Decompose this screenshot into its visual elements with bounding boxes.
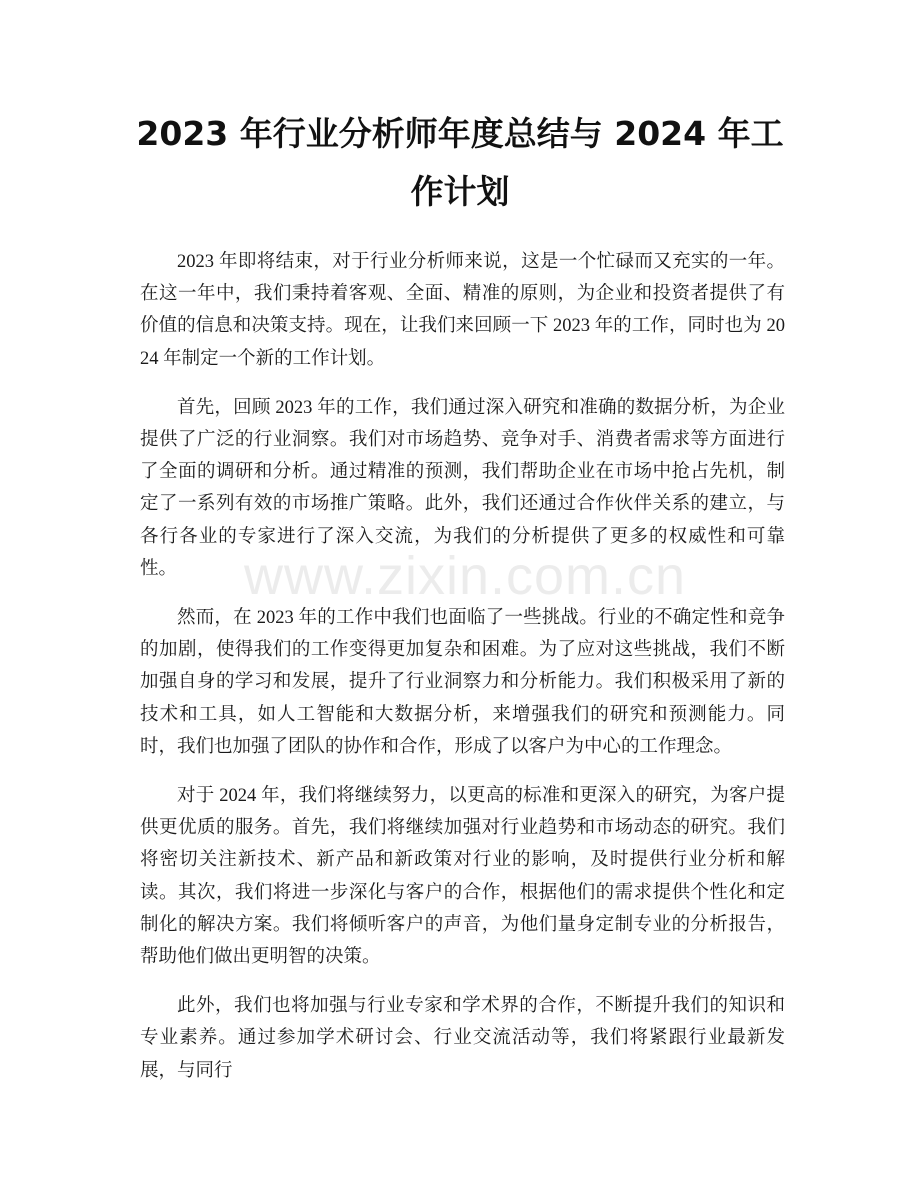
document-body: [140, 246, 785, 1104]
paragraph: 对于 2024 年，我们将继续努力，以更高的标准和更深入的研究，为客户提供更优质的服务。首先，我们将继续加强对行业趋势和市场动态的研究。我们将密切关注新技术、新产品和新政策对行业的影响，及时提供行业分析和解读。其次，我们将进一步深化与客户的合作，根据他们的需求提供个性化和定制化的解决方案。我们将倾听客户的声音，为他们量身定制专业的分析报告，帮助他们做出更明智的决策。: [140, 786, 785, 968]
paragraph: 然而，在 2023 年的工作中我们也面临了一些挑战。行业的不确定性和竞争的加剧，使得我们的工作变得更加复杂和困难。为了应对这些挑战，我们不断加强自身的学习和发展，提升了行业洞察力和分析能力。我们积极采用了新的技术和工具，如人工智能和大数据分析，来增强我们的研究和预测能力。同时，我们也加强了团队的协作和合作，形成了以客户为中心的工作理念。: [140, 608, 785, 757]
paragraph: 首先，回顾 2023 年的工作，我们通过深入研究和准确的数据分析，为企业提供了广泛的行业洞察。我们对市场趋势、竞争对手、消费者需求等方面进行了全面的调研和分析。通过精准的预测，我们帮助企业在市场中抢占先机，制定了一系列有效的市场推广策略。此外，我们还通过合作伙伴关系的建立，与各行各业的专家进行了深入交流，为我们的分析提供了更多的权威性和可靠性。: [140, 397, 785, 579]
paragraph: 2023 年即将结束，对于行业分析师来说，这是一个忙碌而又充实的一年。在这一年中，我们秉持着客观、全面、精准的原则，为企业和投资者提供了有价值的信息和决策支持。现在，让我们来回顾一下 2023 年的工作，同时也为 2024 年制定一个新的工作计划。: [140, 252, 785, 369]
document-title: 2023 年行业分析师年度总结与 2024 年工作计划: [136, 114, 784, 211]
watermark: www.zixin.com.cn: [243, 546, 687, 606]
paragraph: 此外，我们也将加强与行业专家和学术界的合作，不断提升我们的知识和专业素养。通过参加学术研讨会、行业交流活动等，我们将紧跟行业最新发展，与同行: [140, 996, 785, 1081]
